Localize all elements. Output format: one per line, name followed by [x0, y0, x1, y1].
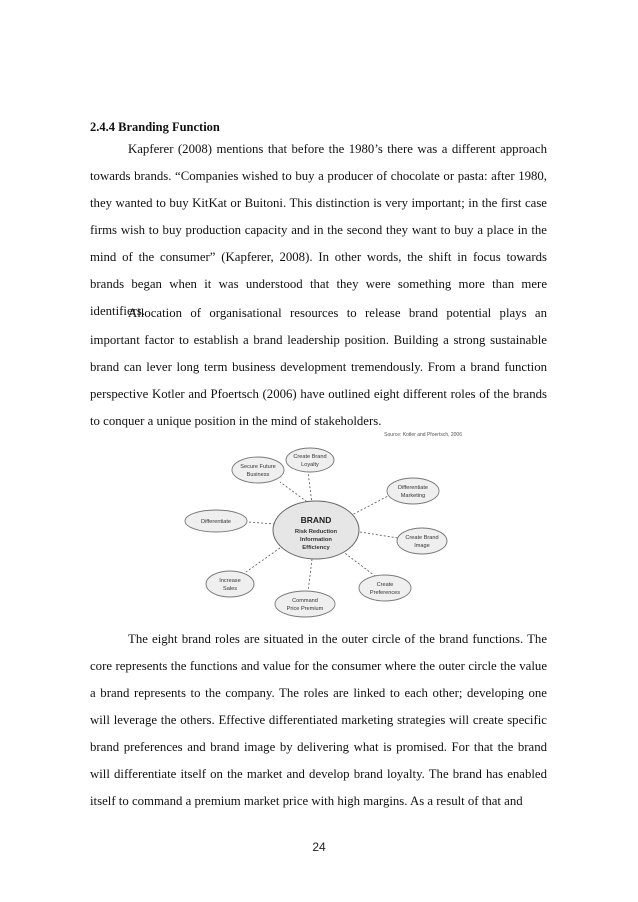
paragraph-3: The eight brand roles are situated in the outer circle of the brand functions. The core represents the functions and value for the consumer where the outer circle the value a brand represents to the company. The roles are linked to each other; developing one will leverage the others. Effective differentiated marketing strategies will create specific brand preferences and brand image by delivering what is promised. For that the brand will differentiate itself on the market and develop brand loyalty. The brand has enabled itself to command a premium market price with high margins. As a result of that and — [90, 632, 547, 808]
node-create-brand-loyalty — [286, 448, 334, 472]
node-increase-sales — [206, 571, 254, 597]
node-secure-future-line2: Business — [246, 472, 270, 478]
node-create-brand-image — [397, 528, 447, 554]
core-line-2: Information — [300, 537, 332, 543]
node-image-line1: Create Brand — [405, 535, 439, 541]
figure-source: Source: Kotler and Pfoertsch, 2006 — [384, 432, 462, 438]
connector-price-premium — [308, 559, 312, 592]
node-sales-line1: Increase — [219, 578, 241, 584]
node-loyalty-line1: Create Brand — [293, 454, 327, 460]
node-preferences-line1: Create — [376, 582, 394, 588]
brand-functions-diagram — [170, 424, 470, 624]
page-number: 24 — [312, 840, 326, 854]
connector-marketing — [350, 496, 388, 516]
connector-secure-future — [280, 482, 310, 504]
connector-preferences — [342, 551, 375, 576]
connector-loyalty — [308, 472, 312, 504]
core-line-3: Efficiency — [302, 545, 330, 551]
core-title: BRAND — [300, 515, 332, 525]
core-line-1: Risk Reduction — [294, 529, 338, 535]
section-heading: 2.4.4 Branding Function — [90, 120, 220, 134]
node-differentiate-line1: Differentiate — [200, 519, 232, 525]
node-preferences-line2: Preferences — [369, 590, 401, 596]
connector-sales — [246, 548, 280, 572]
connector-image — [360, 532, 398, 538]
node-marketing-line1: Differentiate — [397, 485, 429, 491]
node-secure-future-line1: Secure Future — [240, 464, 276, 470]
node-secure-future-business — [232, 457, 284, 483]
connector-differentiate — [248, 522, 275, 524]
brand-functions-figure — [170, 424, 470, 624]
paragraph-1: Kapferer (2008) mentions that before the 1980’s there was a different approach towards brands. “Companies wished to buy a producer of chocolate or pasta: after 1980, they wanted to buy KitKat or Buitoni. This distinction is very important; in the first case firms wish to buy production capacity and in the second they want to buy a place in the mind of the consumer” (Kapferer, 2008). In other words, the shift in focus towards brands began when it was understood that they were something more than mere identifiers. — [90, 142, 547, 318]
paragraph-2: Allocation of organisational resources to release brand potential plays an important factor to establish a brand leadership position. Building a strong sustainable brand can lever long term business development tremendously. From a brand function perspective Kotler and Pfoertsch (2006) have outlined eight different roles of the brands to conquer a unique position in the mind of stakeholders. — [90, 306, 547, 428]
node-differentiate-marketing — [387, 478, 439, 504]
node-loyalty-line2: Loyalty — [301, 462, 319, 468]
node-premium-line1: Command — [292, 598, 318, 604]
node-marketing-line2: Marketing — [400, 493, 426, 499]
node-image-line2: Image — [414, 543, 430, 549]
node-create-preferences — [359, 575, 411, 601]
node-sales-line2: Sales — [223, 586, 237, 592]
node-premium-line2: Price Premium — [286, 606, 324, 612]
node-command-price-premium — [275, 591, 335, 617]
